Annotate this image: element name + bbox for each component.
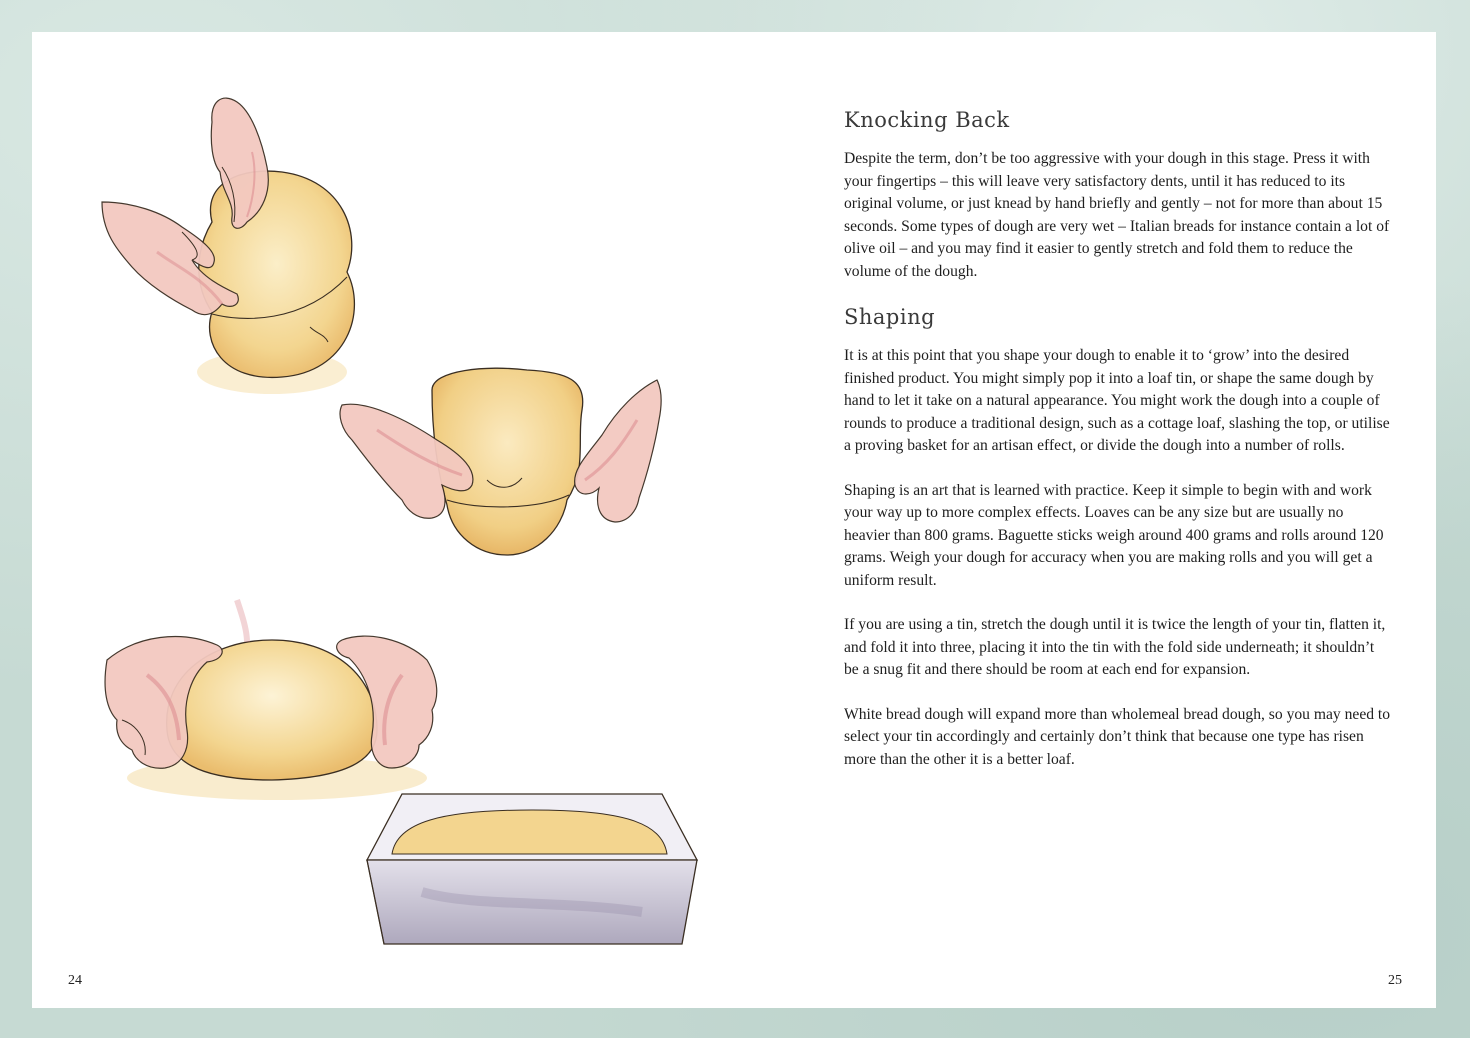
paragraph: If you are using a tin, stretch the dough until it is twice the length of your tin, flatten it, and fold it into three, placing it into the tin with the fold side underneath; it shouldn’t be a snug fit and there should be room at each end for expansion. <box>844 616 1386 678</box>
paragraph: Shaping is an art that is learned with practice. Keep it simple to begin with and work your way up to more complex effects. Loaves can be any size but are usually no heavier than 800 grams. Baguette sticks weigh around 400 grams and rolls around 120 grams. Weigh your dough for accuracy when you are making rolls and you will get a uniform result. <box>844 481 1384 589</box>
paragraph: It is at this point that you shape your dough to enable it to ‘grow’ into the desired finished product. You might simply pop it into a loaf tin, or shape the same dough by hand to let it take on a natural appearance. You might work the dough into a couple of rounds to produce a traditional design, such as a cottage loaf, slashing the top, or utilise a proving basket for an artisan effect, or divide the dough into a number of rolls. <box>844 347 1390 454</box>
page-number-right: 25 <box>1388 973 1402 988</box>
right-page <box>734 32 1436 1008</box>
paragraph: White bread dough will expand more than wholemeal bread dough, so you may need to select your tin accordingly and certainly don’t think that because one type has risen more than the other it is a better loaf. <box>844 705 1391 768</box>
hands-folding-dough-icon <box>337 350 667 570</box>
page-number-left: 24 <box>68 973 82 988</box>
text-column <box>844 108 1392 793</box>
dough-in-loaf-tin-icon <box>362 782 702 957</box>
section-heading-shaping: Shaping <box>844 305 936 329</box>
hands-pressing-dough-icon <box>62 72 362 412</box>
section-heading-knocking-back: Knocking Back <box>844 108 1010 132</box>
book-spread <box>32 32 1436 1008</box>
paragraph: Despite the term, don’t be too aggressive with your dough in this stage. Press it with your fingertips – this will leave very satisfactory dents, until it has reduced to its original volume, or just knead by hand briefly and gently – not for more than about 15 seconds. Some types of dough are very wet – Italian breads for instance contain a lot of olive oil – and you may find it easier to gently stretch and fold them to reduce the volume of the dough. <box>844 150 1390 280</box>
hands-shaping-round-icon <box>87 580 447 810</box>
left-page <box>32 32 734 1008</box>
